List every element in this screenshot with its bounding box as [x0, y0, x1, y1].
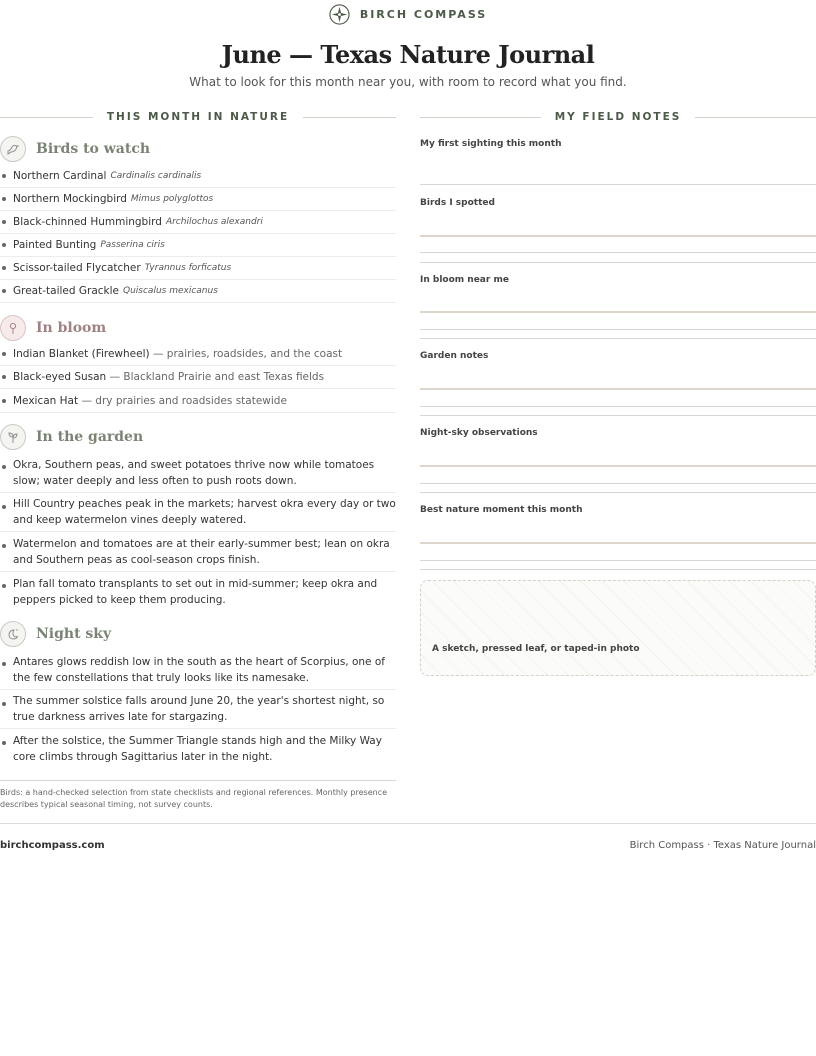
category-title-bloom: In bloom: [36, 320, 107, 336]
list-item: [0, 188, 396, 211]
heading-rule: [420, 117, 541, 118]
list-item: [0, 389, 396, 413]
category-title-garden: In the garden: [36, 429, 144, 445]
category-birds: [0, 136, 396, 162]
field-label-birds-spotted: Birds I spotted: [420, 198, 495, 208]
garden-list: [0, 453, 396, 612]
writing-line[interactable]: [420, 338, 816, 339]
writing-line[interactable]: [420, 262, 816, 263]
left-section-label: THIS MONTH IN NATURE: [106, 111, 290, 123]
footer-credit: Birch Compass · Texas Nature Journal: [629, 840, 816, 851]
compass-star-icon: [329, 4, 350, 25]
page-title: June — Texas Nature Journal: [221, 40, 595, 69]
list-item: [0, 366, 396, 389]
category-title-night-sky: Night sky: [36, 626, 112, 642]
garden-tip: Hill Country peaches peak in the markets; harvest okra every day or two and keep watermelon vines deeply watered.: [13, 498, 396, 526]
category-garden: [0, 424, 396, 450]
sketch-area[interactable]: [420, 580, 816, 676]
list-item: [0, 165, 396, 188]
writing-line[interactable]: [420, 252, 816, 253]
bird-name: Northern Mockingbird: [13, 193, 127, 205]
writing-line[interactable]: [420, 492, 816, 493]
footer-divider: [0, 823, 816, 824]
list-item: [0, 343, 396, 366]
bird-scientific-name: Mimus polyglottos: [130, 194, 214, 204]
bird-name: Great-tailed Grackle: [13, 285, 119, 297]
bird-name: Black-chinned Hummingbird: [13, 216, 162, 228]
night-sky-list: [0, 650, 396, 769]
garden-tip: Plan fall tomato transplants to set out in mid-summer; keep okra and peppers picked to keep them producing.: [13, 578, 378, 606]
category-night-sky: [0, 621, 396, 647]
bloom-list: [0, 343, 396, 413]
field-label-in-bloom: In bloom near me: [420, 275, 509, 285]
writing-line[interactable]: [420, 406, 816, 407]
list-item: [0, 532, 396, 572]
flower-name: Black-eyed Susan: [13, 371, 107, 383]
writing-line[interactable]: [420, 542, 816, 544]
bird-scientific-name: Tyrannus forficatus: [144, 263, 232, 273]
disclaimer-note: Birds: a hand-checked selection from state checklists and regional references. Monthly presence describes typical seasonal timing, not survey counts.: [0, 780, 396, 811]
list-item: [0, 729, 396, 769]
writing-line[interactable]: [420, 465, 816, 467]
flower-habitat: — prairies, roadsides, and the coast: [152, 348, 343, 360]
brand-header: [0, 1, 816, 27]
list-item: [0, 453, 396, 493]
writing-line[interactable]: [420, 560, 816, 561]
bird-scientific-name: Cardinalis cardinalis: [110, 171, 202, 181]
flower-habitat: — dry prairies and roadsides statewide: [81, 394, 287, 407]
heading-rule: [303, 117, 396, 118]
garden-tip: Okra, Southern peas, and sweet potatoes thrive now while tomatoes slow; water deeply and less often to push roots down.: [13, 458, 375, 487]
writing-line[interactable]: [420, 569, 816, 570]
writing-line[interactable]: [420, 235, 816, 237]
bird-scientific-name: Passerina ciris: [100, 240, 165, 250]
flower-icon: [0, 315, 26, 341]
list-item: [0, 572, 396, 612]
list-item: [0, 280, 396, 303]
field-label-garden-notes: Garden notes: [420, 351, 489, 361]
bird-icon: [0, 136, 26, 162]
garden-tip: Watermelon and tomatoes are at their early-summer best; lean on okra and Southern peas as cool-season crops finish.: [13, 537, 390, 566]
right-section-label: MY FIELD NOTES: [554, 111, 682, 123]
sky-observation: After the solstice, the Summer Triangle stands high and the Milky Way core climbs through Sagittarius later in the night.: [13, 735, 382, 763]
writing-line[interactable]: [420, 483, 816, 484]
bird-scientific-name: Archilochus alexandri: [165, 217, 263, 227]
sky-observation: The summer solstice falls around June 20, the year's shortest night, so true darkness arrives late for stargazing.: [13, 695, 385, 723]
moon-stars-icon: [0, 621, 26, 647]
bird-name: Scissor-tailed Flycatcher: [13, 262, 141, 274]
bird-scientific-name: Quiscalus mexicanus: [123, 286, 218, 296]
flower-name: Indian Blanket (Firewheel): [13, 348, 150, 360]
footer-site-link[interactable]: birchcompass.com: [0, 840, 105, 851]
writing-line[interactable]: [420, 388, 816, 390]
flower-habitat: — Blackland Prairie and east Texas fields: [109, 371, 325, 383]
left-section-heading: [0, 110, 396, 124]
field-label-first-sighting: My first sighting this month: [420, 139, 562, 149]
list-item: [0, 493, 396, 532]
field-label-night-sky: Night-sky observations: [420, 428, 538, 438]
heading-rule: [695, 117, 816, 118]
heading-rule: [0, 117, 93, 118]
bird-name: Painted Bunting: [13, 239, 97, 251]
sprout-icon: [0, 424, 26, 450]
category-bloom: [0, 315, 396, 341]
list-item: [0, 257, 396, 280]
bird-name: Northern Cardinal: [13, 170, 107, 182]
right-section-heading: [420, 110, 816, 124]
writing-line[interactable]: [420, 311, 816, 313]
flower-name: Mexican Hat: [13, 394, 79, 407]
field-label-best-moment: Best nature moment this month: [420, 505, 583, 515]
writing-line[interactable]: [420, 184, 816, 185]
list-item: [0, 211, 396, 234]
sketch-label: A sketch, pressed leaf, or taped-in photo: [432, 644, 640, 654]
brand-name: BIRCH COMPASS: [359, 7, 488, 21]
writing-line[interactable]: [420, 329, 816, 330]
list-item: [0, 650, 396, 690]
sky-observation: Antares glows reddish low in the south as the heart of Scorpius, one of the few constellations that truly looks like its namesake.: [13, 655, 385, 684]
list-item: [0, 234, 396, 257]
page-subtitle: What to look for this month near you, with room to record what you find.: [189, 75, 627, 89]
category-title-birds: Birds to watch: [36, 141, 151, 157]
birds-list: [0, 165, 396, 303]
writing-line[interactable]: [420, 415, 816, 416]
list-item: [0, 690, 396, 729]
